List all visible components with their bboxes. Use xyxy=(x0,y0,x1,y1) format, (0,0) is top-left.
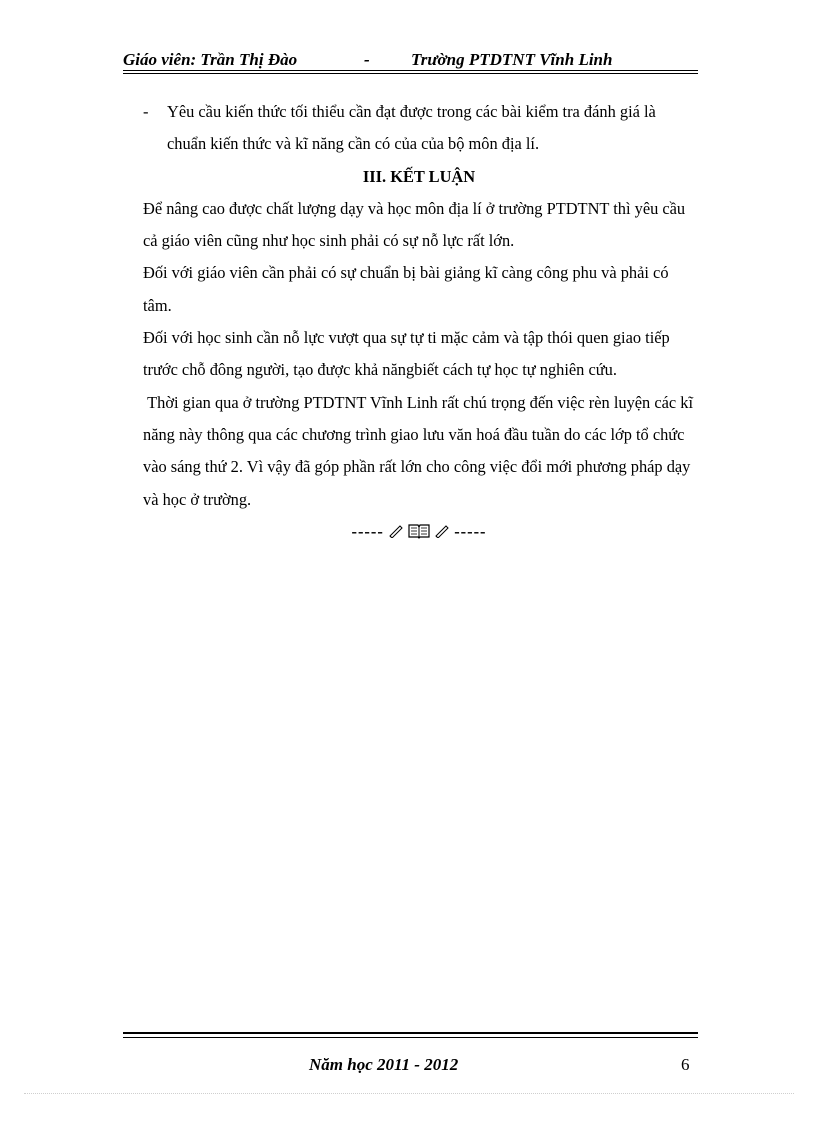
header-rule-top xyxy=(123,70,698,71)
ornament-right-dashes: ----- xyxy=(454,521,487,541)
paragraph-3: Đối với học sinh cần nỗ lực vượt qua sự tự ti mặc cảm và tập thói quen giao tiếp trước chỗ đông người, tạo được khả năngbiết cách tự học tự nghiên cứu. xyxy=(143,328,670,380)
header-separator: - xyxy=(364,50,370,69)
page-header xyxy=(123,50,698,70)
ornament-divider xyxy=(143,516,695,548)
footer-rule-bottom xyxy=(123,1037,698,1038)
pen-right-icon xyxy=(435,516,449,548)
pen-left-icon xyxy=(389,516,403,548)
footer-rule-top xyxy=(123,1032,698,1034)
header-teacher: Giáo viên: Trần Thị Đào xyxy=(123,50,298,69)
bullet-item xyxy=(143,96,695,161)
document-body xyxy=(143,96,698,548)
bullet-text: Yêu cầu kiến thức tối thiểu cần đạt được trong các bài kiểm tra đánh giá là chuẩn kiến thức và kĩ năng cần có của của bộ môn địa lí. xyxy=(167,102,656,154)
paragraph-1: Để nâng cao được chất lượng dạy và học môn địa lí ở trường PTDTNT thì yêu cầu cả giáo viên cũng như học sinh phải có sự nỗ lực rất lớn. xyxy=(143,198,686,251)
page-number: 6 xyxy=(681,1055,690,1074)
open-book-icon xyxy=(408,516,430,548)
paragraph-2: Đối với giáo viên cần phải có sự chuẩn bị bài giảng kĩ càng công phu và phải có tâm. xyxy=(143,263,669,315)
page-bottom-dotted-line xyxy=(24,1093,794,1094)
bullet-marker: - xyxy=(143,102,149,121)
section-title: III. KẾT LUẬN xyxy=(362,166,476,186)
header-rule-bottom xyxy=(123,73,698,74)
footer-school-year: Năm học 2011 - 2012 xyxy=(309,1055,459,1074)
ornament-left-dashes: ----- xyxy=(351,521,384,541)
header-school: Trường PTDTNT Vĩnh Linh xyxy=(411,50,613,69)
paragraph-4: Thời gian qua ở trường PTDTNT Vĩnh Linh rất chú trọng đến việc rèn luyện các kĩ năng này thông qua các chương trình giao lưu văn hoá đầu tuần do các lớp tổ chức vào sáng thứ 2. Vì vậy đã góp phần rất lớn cho công việc đổi mới phương pháp dạy và học ở trường. xyxy=(143,392,698,509)
